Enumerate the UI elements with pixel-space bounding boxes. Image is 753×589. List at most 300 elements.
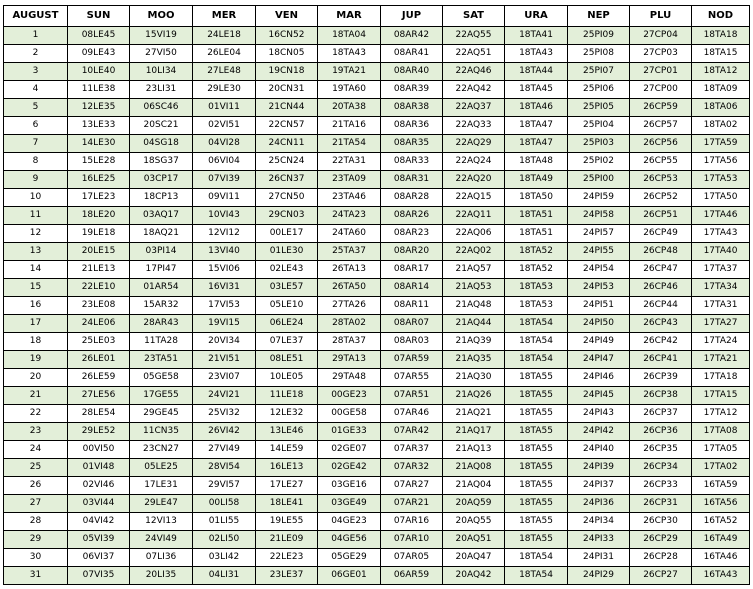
position-cell: 16TA52 [692, 513, 750, 531]
column-header-ven: VEN [256, 6, 318, 27]
position-cell: 16LE13 [256, 459, 318, 477]
position-cell: 17TA50 [692, 189, 750, 207]
position-cell: 01LI55 [193, 513, 256, 531]
position-cell: 03VI44 [68, 495, 130, 513]
position-cell: 26LE04 [193, 45, 256, 63]
position-cell: 28TA37 [318, 333, 381, 351]
position-cell: 23LI31 [130, 81, 193, 99]
position-cell: 26CP36 [630, 423, 692, 441]
position-cell: 26CP34 [630, 459, 692, 477]
position-cell: 11LE18 [256, 387, 318, 405]
day-cell: 10 [4, 189, 68, 207]
position-cell: 18TA53 [505, 279, 568, 297]
position-cell: 24PI58 [568, 207, 630, 225]
position-cell: 26CP44 [630, 297, 692, 315]
position-cell: 18CP13 [130, 189, 193, 207]
position-cell: 18TA54 [505, 567, 568, 585]
day-cell: 21 [4, 387, 68, 405]
day-cell: 31 [4, 567, 68, 585]
position-cell: 26CP30 [630, 513, 692, 531]
position-cell: 22AQ51 [443, 45, 505, 63]
position-cell: 07AR46 [381, 405, 443, 423]
day-cell: 29 [4, 531, 68, 549]
position-cell: 01AR54 [130, 279, 193, 297]
position-cell: 08AR20 [381, 243, 443, 261]
position-cell: 27LE48 [193, 63, 256, 81]
position-cell: 17TA31 [692, 297, 750, 315]
position-cell: 17LE31 [130, 477, 193, 495]
position-cell: 24PI49 [568, 333, 630, 351]
position-cell: 26CP38 [630, 387, 692, 405]
position-cell: 29VI57 [193, 477, 256, 495]
position-cell: 26CP43 [630, 315, 692, 333]
position-cell: 07AR16 [381, 513, 443, 531]
position-cell: 22AQ02 [443, 243, 505, 261]
position-cell: 20TA38 [318, 99, 381, 117]
table-row [4, 513, 750, 531]
position-cell: 26VI42 [193, 423, 256, 441]
position-cell: 26CP48 [630, 243, 692, 261]
position-cell: 16CN52 [256, 27, 318, 45]
position-cell: 08AR33 [381, 153, 443, 171]
position-cell: 24VI21 [193, 387, 256, 405]
position-cell: 07AR37 [381, 441, 443, 459]
position-cell: 21AQ17 [443, 423, 505, 441]
position-cell: 02VI51 [193, 117, 256, 135]
position-cell: 28AR43 [130, 315, 193, 333]
table-row [4, 243, 750, 261]
position-cell: 02GE42 [318, 459, 381, 477]
position-cell: 21AQ13 [443, 441, 505, 459]
position-cell: 08AR40 [381, 63, 443, 81]
position-cell: 21AQ53 [443, 279, 505, 297]
position-cell: 22LE10 [68, 279, 130, 297]
position-cell: 25TA37 [318, 243, 381, 261]
position-cell: 25PI02 [568, 153, 630, 171]
position-cell: 26CP56 [630, 135, 692, 153]
position-cell: 20AQ59 [443, 495, 505, 513]
table-row [4, 135, 750, 153]
day-cell: 25 [4, 459, 68, 477]
position-cell: 18TA55 [505, 423, 568, 441]
position-cell: 18TA04 [318, 27, 381, 45]
position-cell: 18TA54 [505, 351, 568, 369]
position-cell: 15VI19 [130, 27, 193, 45]
position-cell: 28LE54 [68, 405, 130, 423]
column-header-ura: URA [505, 6, 568, 27]
position-cell: 08AR26 [381, 207, 443, 225]
position-cell: 03CP17 [130, 171, 193, 189]
position-cell: 17TA59 [692, 135, 750, 153]
position-cell: 18TA55 [505, 369, 568, 387]
position-cell: 08AR11 [381, 297, 443, 315]
table-row [4, 459, 750, 477]
position-cell: 23VI07 [193, 369, 256, 387]
position-cell: 18TA09 [692, 81, 750, 99]
position-cell: 25PI06 [568, 81, 630, 99]
position-cell: 07LI36 [130, 549, 193, 567]
position-cell: 24PI37 [568, 477, 630, 495]
table-body [4, 27, 750, 585]
position-cell: 26CP52 [630, 189, 692, 207]
position-cell: 21AQ30 [443, 369, 505, 387]
position-cell: 29TA48 [318, 369, 381, 387]
position-cell: 01LE30 [256, 243, 318, 261]
position-cell: 22AQ55 [443, 27, 505, 45]
position-cell: 21AQ21 [443, 405, 505, 423]
position-cell: 22TA31 [318, 153, 381, 171]
position-cell: 26CP27 [630, 567, 692, 585]
table-row [4, 495, 750, 513]
position-cell: 18CN05 [256, 45, 318, 63]
position-cell: 20AQ51 [443, 531, 505, 549]
position-cell: 24PI59 [568, 189, 630, 207]
position-cell: 24PI42 [568, 423, 630, 441]
position-cell: 16TA49 [692, 531, 750, 549]
day-cell: 16 [4, 297, 68, 315]
position-cell: 17TA40 [692, 243, 750, 261]
position-cell: 05GE29 [318, 549, 381, 567]
column-header-mer: MER [193, 6, 256, 27]
position-cell: 21LE13 [68, 261, 130, 279]
day-cell: 17 [4, 315, 68, 333]
position-cell: 21AQ57 [443, 261, 505, 279]
day-cell: 18 [4, 333, 68, 351]
position-cell: 24PI39 [568, 459, 630, 477]
position-cell: 21AQ04 [443, 477, 505, 495]
table-row [4, 297, 750, 315]
day-cell: 19 [4, 351, 68, 369]
position-cell: 24PI57 [568, 225, 630, 243]
position-cell: 25LE03 [68, 333, 130, 351]
position-cell: 18TA55 [505, 531, 568, 549]
position-cell: 07LE37 [256, 333, 318, 351]
position-cell: 19VI15 [193, 315, 256, 333]
position-cell: 04LI31 [193, 567, 256, 585]
position-cell: 03GE49 [318, 495, 381, 513]
position-cell: 24VI49 [130, 531, 193, 549]
position-cell: 24LE18 [193, 27, 256, 45]
position-cell: 23TA46 [318, 189, 381, 207]
position-cell: 24PI33 [568, 531, 630, 549]
position-cell: 20AQ55 [443, 513, 505, 531]
position-cell: 17TA27 [692, 315, 750, 333]
day-cell: 24 [4, 441, 68, 459]
position-cell: 18TA02 [692, 117, 750, 135]
position-cell: 03LI42 [193, 549, 256, 567]
day-cell: 4 [4, 81, 68, 99]
position-cell: 12LE32 [256, 405, 318, 423]
position-cell: 05GE58 [130, 369, 193, 387]
position-cell: 18TA55 [505, 441, 568, 459]
position-cell: 24PI34 [568, 513, 630, 531]
position-cell: 20LE15 [68, 243, 130, 261]
position-cell: 13VI40 [193, 243, 256, 261]
position-cell: 10LE05 [256, 369, 318, 387]
position-cell: 24PI54 [568, 261, 630, 279]
day-cell: 15 [4, 279, 68, 297]
position-cell: 18TA54 [505, 315, 568, 333]
position-cell: 25PI00 [568, 171, 630, 189]
position-cell: 18TA55 [505, 387, 568, 405]
position-cell: 18TA55 [505, 495, 568, 513]
position-cell: 12VI12 [193, 225, 256, 243]
position-cell: 15AR32 [130, 297, 193, 315]
position-cell: 03PI14 [130, 243, 193, 261]
position-cell: 18TA46 [505, 99, 568, 117]
position-cell: 07AR55 [381, 369, 443, 387]
ephemeris-table [3, 5, 750, 585]
position-cell: 16LE25 [68, 171, 130, 189]
position-cell: 24PI43 [568, 405, 630, 423]
column-header-plu: PLU [630, 6, 692, 27]
position-cell: 24PI40 [568, 441, 630, 459]
day-cell: 7 [4, 135, 68, 153]
position-cell: 07AR27 [381, 477, 443, 495]
position-cell: 21AQ08 [443, 459, 505, 477]
position-cell: 08LE45 [68, 27, 130, 45]
position-cell: 23TA51 [130, 351, 193, 369]
day-cell: 26 [4, 477, 68, 495]
position-cell: 00VI50 [68, 441, 130, 459]
table-row [4, 405, 750, 423]
column-header-august: AUGUST [4, 6, 68, 27]
position-cell: 16VI31 [193, 279, 256, 297]
position-cell: 18TA41 [505, 27, 568, 45]
position-cell: 07VI35 [68, 567, 130, 585]
position-cell: 26CP29 [630, 531, 692, 549]
day-cell: 5 [4, 99, 68, 117]
position-cell: 08AR31 [381, 171, 443, 189]
position-cell: 06VI04 [193, 153, 256, 171]
position-cell: 18TA06 [692, 99, 750, 117]
position-cell: 26CP59 [630, 99, 692, 117]
position-cell: 22AQ11 [443, 207, 505, 225]
position-cell: 00LE17 [256, 225, 318, 243]
table-row [4, 315, 750, 333]
position-cell: 00GE23 [318, 387, 381, 405]
table-row [4, 549, 750, 567]
position-cell: 18TA54 [505, 333, 568, 351]
position-cell: 10LE40 [68, 63, 130, 81]
position-cell: 07AR05 [381, 549, 443, 567]
column-header-moo: MOO [130, 6, 193, 27]
position-cell: 09LE43 [68, 45, 130, 63]
position-cell: 24CN11 [256, 135, 318, 153]
position-cell: 21AQ35 [443, 351, 505, 369]
position-cell: 17LE27 [256, 477, 318, 495]
position-cell: 11TA28 [130, 333, 193, 351]
table-row [4, 279, 750, 297]
table-row [4, 261, 750, 279]
position-cell: 13LE33 [68, 117, 130, 135]
position-cell: 24PI47 [568, 351, 630, 369]
position-cell: 27CP00 [630, 81, 692, 99]
position-cell: 14LE30 [68, 135, 130, 153]
day-cell: 22 [4, 405, 68, 423]
position-cell: 20AQ47 [443, 549, 505, 567]
position-cell: 08AR07 [381, 315, 443, 333]
position-cell: 02GE07 [318, 441, 381, 459]
position-cell: 26CP39 [630, 369, 692, 387]
position-cell: 29LE47 [130, 495, 193, 513]
position-cell: 26CP46 [630, 279, 692, 297]
position-cell: 00GE58 [318, 405, 381, 423]
position-cell: 22AQ06 [443, 225, 505, 243]
position-cell: 23TA09 [318, 171, 381, 189]
position-cell: 29TA13 [318, 351, 381, 369]
position-cell: 25VI32 [193, 405, 256, 423]
position-cell: 16TA59 [692, 477, 750, 495]
position-cell: 04SG18 [130, 135, 193, 153]
position-cell: 08AR38 [381, 99, 443, 117]
position-cell: 13LE46 [256, 423, 318, 441]
position-cell: 25PI07 [568, 63, 630, 81]
position-cell: 26CP53 [630, 171, 692, 189]
position-cell: 20AQ42 [443, 567, 505, 585]
table-row [4, 351, 750, 369]
position-cell: 25PI04 [568, 117, 630, 135]
position-cell: 06AR59 [381, 567, 443, 585]
day-cell: 28 [4, 513, 68, 531]
position-cell: 18TA55 [505, 459, 568, 477]
position-cell: 17TA43 [692, 225, 750, 243]
position-cell: 18TA47 [505, 135, 568, 153]
position-cell: 24PI31 [568, 549, 630, 567]
position-cell: 24LE06 [68, 315, 130, 333]
position-cell: 18TA51 [505, 225, 568, 243]
position-cell: 22CN57 [256, 117, 318, 135]
position-cell: 10VI43 [193, 207, 256, 225]
table-row [4, 225, 750, 243]
day-cell: 14 [4, 261, 68, 279]
table-row [4, 477, 750, 495]
table-row [4, 441, 750, 459]
position-cell: 17TA24 [692, 333, 750, 351]
position-cell: 26LE01 [68, 351, 130, 369]
position-cell: 26CP28 [630, 549, 692, 567]
column-header-sun: SUN [68, 6, 130, 27]
table-row [4, 81, 750, 99]
position-cell: 06GE01 [318, 567, 381, 585]
position-cell: 21CN44 [256, 99, 318, 117]
position-cell: 06LE24 [256, 315, 318, 333]
position-cell: 18TA43 [505, 45, 568, 63]
position-cell: 25PI09 [568, 27, 630, 45]
position-cell: 22AQ37 [443, 99, 505, 117]
position-cell: 22AQ20 [443, 171, 505, 189]
position-cell: 29GE45 [130, 405, 193, 423]
position-cell: 20LI35 [130, 567, 193, 585]
position-cell: 24TA23 [318, 207, 381, 225]
position-cell: 26CP47 [630, 261, 692, 279]
position-cell: 01GE33 [318, 423, 381, 441]
position-cell: 08AR42 [381, 27, 443, 45]
position-cell: 17TA08 [692, 423, 750, 441]
position-cell: 05LE10 [256, 297, 318, 315]
position-cell: 08AR35 [381, 135, 443, 153]
position-cell: 19TA60 [318, 81, 381, 99]
position-cell: 20SC21 [130, 117, 193, 135]
table-row [4, 387, 750, 405]
day-cell: 23 [4, 423, 68, 441]
position-cell: 18TA48 [505, 153, 568, 171]
table-row [4, 117, 750, 135]
position-cell: 28VI54 [193, 459, 256, 477]
position-cell: 24PI50 [568, 315, 630, 333]
position-cell: 26TA50 [318, 279, 381, 297]
position-cell: 21VI51 [193, 351, 256, 369]
day-cell: 8 [4, 153, 68, 171]
position-cell: 05LE25 [130, 459, 193, 477]
position-cell: 26CP35 [630, 441, 692, 459]
position-cell: 08AR36 [381, 117, 443, 135]
position-cell: 26LE59 [68, 369, 130, 387]
position-cell: 02VI46 [68, 477, 130, 495]
position-cell: 25PI08 [568, 45, 630, 63]
position-cell: 08AR28 [381, 189, 443, 207]
day-cell: 12 [4, 225, 68, 243]
position-cell: 29LE52 [68, 423, 130, 441]
position-cell: 16TA43 [692, 567, 750, 585]
position-cell: 17TA53 [692, 171, 750, 189]
position-cell: 18TA55 [505, 405, 568, 423]
position-cell: 18SG37 [130, 153, 193, 171]
position-cell: 18TA45 [505, 81, 568, 99]
position-cell: 08AR17 [381, 261, 443, 279]
position-cell: 21TA16 [318, 117, 381, 135]
table-row [4, 369, 750, 387]
position-cell: 19CN18 [256, 63, 318, 81]
position-cell: 18TA55 [505, 477, 568, 495]
position-cell: 18TA15 [692, 45, 750, 63]
position-cell: 04VI42 [68, 513, 130, 531]
table-row [4, 207, 750, 225]
position-cell: 07AR51 [381, 387, 443, 405]
position-cell: 27LE56 [68, 387, 130, 405]
position-cell: 19TA21 [318, 63, 381, 81]
position-cell: 07AR59 [381, 351, 443, 369]
position-cell: 02LI50 [193, 531, 256, 549]
position-cell: 07AR32 [381, 459, 443, 477]
position-cell: 18TA53 [505, 297, 568, 315]
position-cell: 22AQ24 [443, 153, 505, 171]
day-cell: 9 [4, 171, 68, 189]
day-cell: 13 [4, 243, 68, 261]
position-cell: 24PI45 [568, 387, 630, 405]
table-row [4, 153, 750, 171]
table-row [4, 171, 750, 189]
position-cell: 18TA54 [505, 549, 568, 567]
column-header-jup: JUP [381, 6, 443, 27]
position-cell: 22AQ15 [443, 189, 505, 207]
position-cell: 18TA52 [505, 261, 568, 279]
position-cell: 08LE51 [256, 351, 318, 369]
position-cell: 00LI58 [193, 495, 256, 513]
position-cell: 18AQ21 [130, 225, 193, 243]
position-cell: 18LE20 [68, 207, 130, 225]
day-cell: 11 [4, 207, 68, 225]
position-cell: 21AQ39 [443, 333, 505, 351]
position-cell: 19LE55 [256, 513, 318, 531]
position-cell: 15LE28 [68, 153, 130, 171]
position-cell: 18TA18 [692, 27, 750, 45]
position-cell: 07AR42 [381, 423, 443, 441]
position-cell: 07AR21 [381, 495, 443, 513]
position-cell: 27CN50 [256, 189, 318, 207]
position-cell: 08AR03 [381, 333, 443, 351]
position-cell: 27CP03 [630, 45, 692, 63]
